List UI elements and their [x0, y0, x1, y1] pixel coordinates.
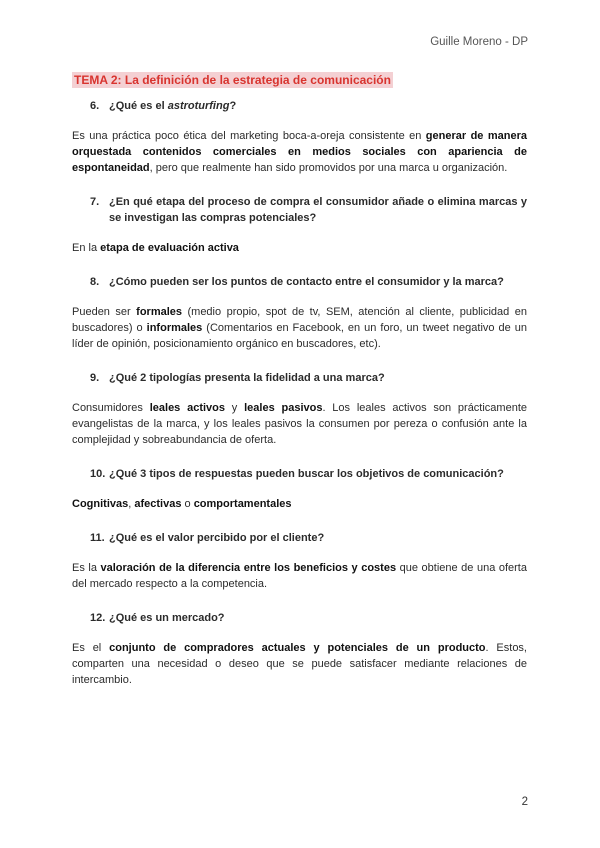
text-run: y	[225, 402, 245, 414]
question-text	[109, 370, 527, 386]
question-text	[109, 530, 527, 546]
page-number: 2	[521, 796, 528, 808]
text-run: leales activos	[149, 402, 226, 414]
text-run: etapa de evaluación activa	[100, 242, 239, 254]
question	[90, 466, 527, 482]
text-run: Consumidores	[72, 402, 150, 414]
text-run: comportamentales	[193, 498, 292, 510]
text-run: generar de manera orquestada contenidos comerciales en medios sociales con apariencia de espontaneidad	[72, 130, 527, 174]
text-run: Es una práctica poco ética del marketing boca-a-oreja consistente en	[72, 130, 426, 142]
text-run: formales	[136, 306, 183, 318]
question-number: 8.	[90, 276, 100, 288]
text-run: valoración de la diferencia entre los beneficios y costes	[100, 562, 397, 574]
text-run: astroturfing	[167, 100, 230, 112]
question	[90, 194, 527, 226]
question-text	[109, 610, 527, 626]
question-number: 7.	[90, 196, 100, 208]
text-run: ¿Qué es el valor percibido por el cliente?	[109, 532, 325, 544]
question-number: 11.	[90, 532, 105, 544]
text-run: . Estos, comparten una necesidad o deseo que se puede satisfacer mediante relaciones de intercambio.	[72, 642, 527, 686]
question	[90, 370, 527, 386]
question	[90, 530, 527, 546]
question-number: 12.	[90, 612, 106, 624]
answer	[72, 496, 527, 512]
answer	[72, 304, 527, 352]
text-run: En la	[72, 242, 101, 254]
qa-content	[72, 98, 527, 706]
question-text	[109, 194, 527, 226]
text-run: ¿Cómo pueden ser los puntos de contacto entre el consumidor y la marca?	[109, 276, 504, 288]
text-run: . Los leales activos son prácticamente evangelistas de la marca, y los leales pasivos la consumen por pereza o confusión ante la complejidad y sobreabundancia de oferta.	[72, 402, 527, 446]
text-run: ¿En qué etapa del proceso de compra el consumidor añade o elimina marcas y se investigan las compras potenciales?	[109, 196, 527, 224]
question-text	[109, 274, 527, 290]
question	[90, 274, 527, 290]
text-run: Es el	[72, 642, 110, 654]
text-run: Cognitivas	[72, 498, 129, 510]
text-run: informales	[146, 322, 203, 334]
text-run: (medio propio, spot de tv, SEM, atención al cliente, publicidad en buscadores) o	[72, 306, 527, 334]
text-run: o	[181, 498, 194, 510]
text-run: Es la	[72, 562, 101, 574]
answer	[72, 400, 527, 448]
question-number: 6.	[90, 100, 100, 112]
text-run: ¿Qué es un mercado?	[109, 612, 225, 624]
text-run: ¿Qué 2 tipologías presenta la fidelidad a una marca?	[109, 372, 385, 384]
text-run: conjunto de compradores actuales y potenciales de un producto	[109, 642, 486, 654]
text-run: (Comentarios en Facebook, en un foro, un tweet negativo de un líder de opinión, posicionamiento orgánico en buscadores, etc).	[72, 322, 527, 350]
page-header-author: Guille Moreno - DP	[430, 36, 528, 48]
question	[90, 98, 527, 114]
text-run: ,	[128, 498, 135, 510]
text-run: ¿Qué es el	[109, 100, 168, 112]
text-run: ?	[229, 100, 237, 112]
answer	[72, 128, 527, 176]
question	[90, 610, 527, 626]
text-run: leales pasivos	[244, 402, 323, 414]
answer	[72, 560, 527, 592]
question-text	[109, 98, 527, 114]
section-title: TEMA 2: La definición de la estrategia de comunicación	[74, 73, 391, 87]
text-run: , pero que realmente han sido promovidos por una marca u organización.	[149, 162, 508, 174]
answer	[72, 240, 527, 256]
answer	[72, 640, 527, 688]
text-run: ¿Qué 3 tipos de respuestas pueden buscar los objetivos de comunicación?	[109, 468, 504, 480]
question-number: 10.	[90, 468, 106, 480]
text-run: afectivas	[134, 498, 182, 510]
text-run: Pueden ser	[72, 306, 137, 318]
text-run: que obtiene de una oferta del mercado respecto a la competencia.	[72, 562, 527, 590]
question-text	[109, 466, 527, 482]
question-number: 9.	[90, 372, 100, 384]
